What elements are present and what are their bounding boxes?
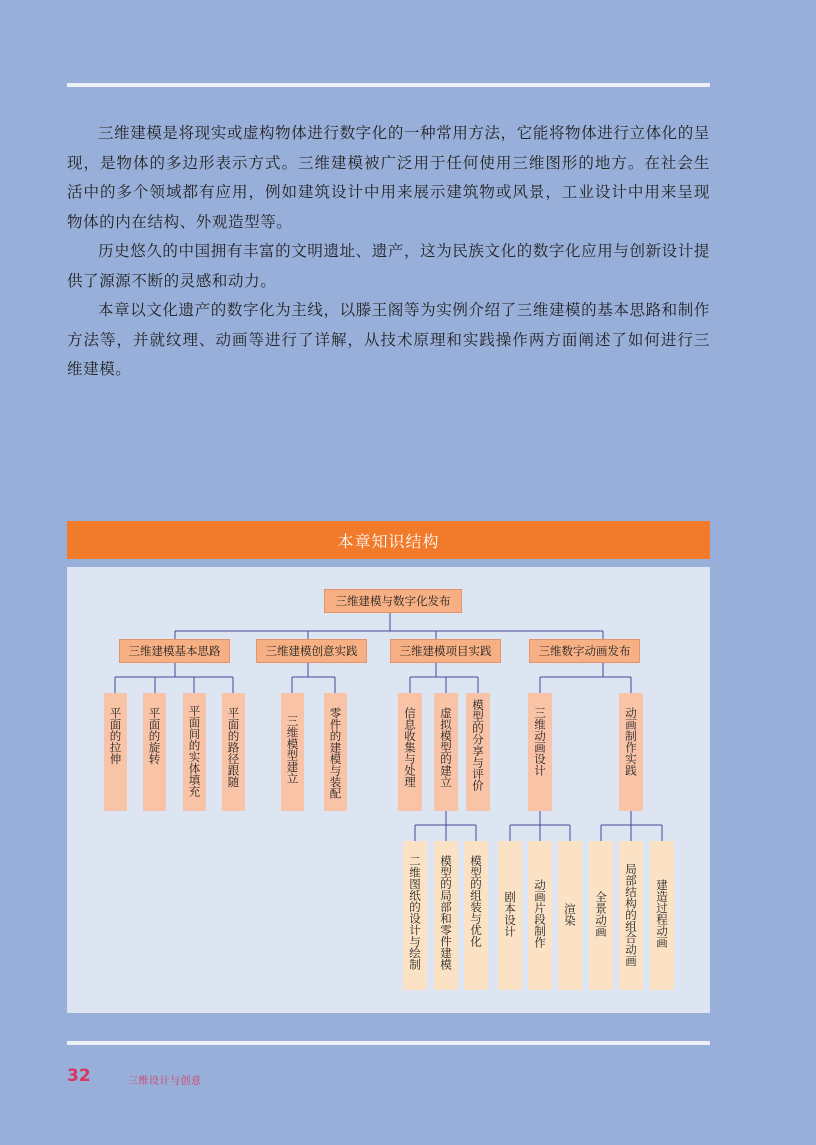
topic-node xyxy=(104,693,127,811)
subtopic-node xyxy=(558,841,582,990)
topic-node xyxy=(398,693,422,811)
branch-node xyxy=(256,639,367,663)
topic-label: 零件的建模与装配 xyxy=(328,707,343,799)
topic-node xyxy=(466,693,490,811)
topic-label: 平面的拉伸 xyxy=(108,707,123,765)
root-node xyxy=(324,589,462,613)
bottom-rule xyxy=(67,1041,710,1045)
topic-label: 平面间的实体填充 xyxy=(187,705,202,797)
topic-label: 平面的路径跟随 xyxy=(226,707,241,788)
subtopic-label: 剧本设计 xyxy=(503,891,517,937)
subtopic-node xyxy=(619,841,643,990)
branch-label: 三维建模基本思路 xyxy=(128,644,221,658)
branch-node xyxy=(119,639,230,663)
topic-node xyxy=(528,693,552,811)
subtopic-label: 渲染 xyxy=(563,903,577,926)
subtopic-node xyxy=(589,841,613,990)
subtopic-label: 模型的组装与优化 xyxy=(469,855,483,947)
subtopic-node xyxy=(403,841,427,990)
banner-title: 本章知识结构 xyxy=(337,531,440,551)
subtopic-node xyxy=(498,841,522,990)
branch-label: 三维建模创意实践 xyxy=(265,644,358,658)
intro-text xyxy=(67,119,710,385)
branch-label: 三维数字动画发布 xyxy=(538,644,631,658)
topic-label: 三维模型建立 xyxy=(285,715,300,784)
topic-node xyxy=(143,693,166,811)
subtopic-label: 动画片段制作 xyxy=(533,879,547,948)
subtopic-label: 建造过程动画 xyxy=(655,879,669,948)
subtopic-label: 模型的局部和零件建模 xyxy=(439,855,453,970)
knowledge-structure-banner xyxy=(67,521,710,559)
book-title: 三维设计与创意 xyxy=(128,1076,202,1087)
subtopic-node xyxy=(434,841,458,990)
subtopic-node xyxy=(650,841,674,990)
topic-node xyxy=(434,693,458,811)
knowledge-structure-panel xyxy=(67,567,710,1013)
topic-node xyxy=(281,693,304,811)
topic-node xyxy=(183,693,206,811)
topic-label: 平面的旋转 xyxy=(147,707,162,765)
branch-node xyxy=(390,639,501,663)
top-rule xyxy=(67,83,710,87)
topic-node xyxy=(222,693,245,811)
subtopic-label: 局部结构的组合动画 xyxy=(624,863,638,967)
intro-paragraph: 三维建模是将现实或虚构物体进行数字化的一种常用方法，它能将物体进行立体化的呈现，是物体的多边形表示方式。三维建模被广泛用于任何使用三维图形的地方。在社会生活中的多个领域都有应用，例如建筑设计中用来展示建筑物或风景，工业设计中用来呈现物体的内在结构、外观造型等。 xyxy=(67,124,710,231)
topic-label: 信息收集与处理 xyxy=(403,707,417,788)
root-label: 三维建模与数字化发布 xyxy=(335,594,451,608)
topic-label: 模型的分享与评价 xyxy=(471,699,485,791)
page-number: 32 xyxy=(67,1066,91,1086)
topic-label: 三维动画设计 xyxy=(533,707,547,776)
subtopic-node xyxy=(528,841,552,990)
branch-node xyxy=(529,639,640,663)
topic-node xyxy=(619,693,643,811)
topic-label: 动画制作实践 xyxy=(624,707,638,776)
branch-label: 三维建模项目实践 xyxy=(399,644,492,658)
subtopic-label: 全景动画 xyxy=(594,891,608,937)
intro-paragraph: 本章以文化遗产的数字化为主线，以滕王阁等为实例介绍了三维建模的基本思路和制作方法等，并就纹理、动画等进行了详解，从技术原理和实践操作两方面阐述了如何进行三维建模。 xyxy=(67,301,710,378)
intro-paragraph: 历史悠久的中国拥有丰富的文明遗址、遗产，这为民族文化的数字化应用与创新设计提供了源源不断的灵感和动力。 xyxy=(67,242,710,290)
topic-node xyxy=(324,693,347,811)
subtopic-label: 二维图纸的设计与绘制 xyxy=(408,855,422,970)
subtopic-node xyxy=(464,841,488,990)
topic-label: 虚拟模型的建立 xyxy=(439,707,453,788)
